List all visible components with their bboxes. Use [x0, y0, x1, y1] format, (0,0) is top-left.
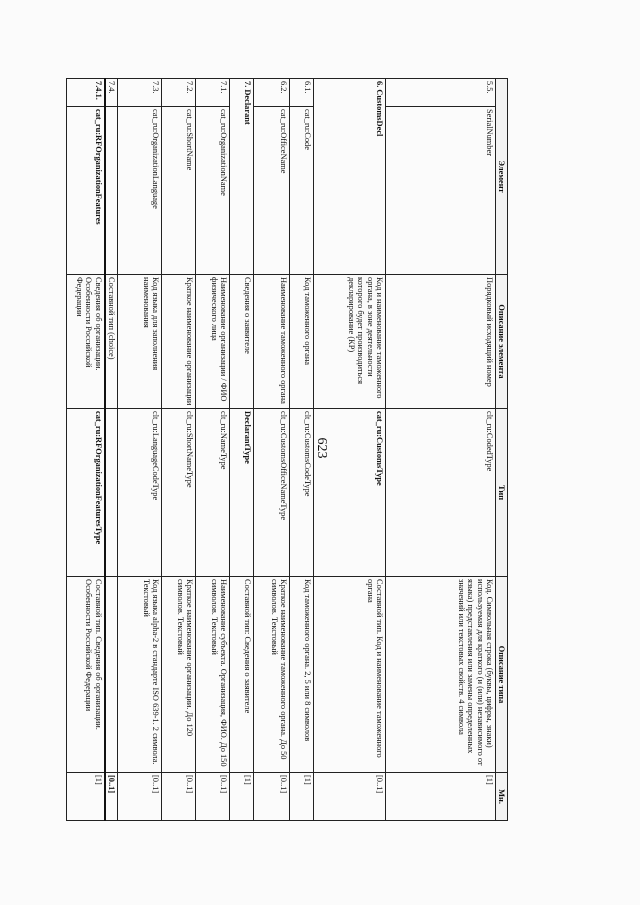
element-name: CustomsDecl: [375, 89, 384, 137]
multiplicity: [0..1]: [314, 773, 386, 821]
type-name: clt_ru:CustomsOfficeNameType: [254, 409, 290, 577]
row-number-name: [230, 79, 254, 275]
element-name: cat_ru:OrganizationName: [196, 107, 230, 275]
element-description: Наименование организации / ФИО физического лица: [196, 275, 230, 409]
multiplicity: [0..1]: [105, 773, 118, 821]
table-row: [254, 79, 290, 821]
element-name: [105, 107, 118, 275]
element-description: Составной тип (choice): [105, 275, 118, 409]
row-number: 6.2.: [254, 79, 290, 107]
multiplicity: [0..1]: [254, 773, 290, 821]
element-description: Сведения о заявителе: [230, 275, 254, 409]
element-name: cat_ru:RFOrganizationFeatures: [67, 107, 105, 275]
multiplicity: [0..1]: [196, 773, 230, 821]
type-description: [105, 577, 118, 773]
header-element-description: Описание элемента: [496, 275, 508, 409]
table-header-row: [496, 79, 508, 821]
type-description: Составной тип. Код и наименование таможенного органа: [314, 577, 386, 773]
table-row: [105, 79, 118, 821]
table-row: [196, 79, 230, 821]
type-name: clt_ru:LanguageCodeType: [118, 409, 162, 577]
element-description: Код таможенного органа: [290, 275, 314, 409]
type-name: clt_ru:CodedType: [386, 409, 496, 577]
row-number: 7.: [243, 81, 252, 88]
element-description: Код языка для заполнения наименования: [118, 275, 162, 409]
table-row: [67, 79, 105, 821]
table-row: [290, 79, 314, 821]
element-name: cat_ru:OrganizationLanguage: [118, 107, 162, 275]
element-description: Краткое наименование организации: [162, 275, 196, 409]
row-number: 5.5.: [386, 79, 496, 107]
table-row: [386, 79, 496, 821]
type-name: cat_ru:RFOrganizationFeaturesType: [67, 409, 105, 577]
element-description: Наименование таможенного органа: [254, 275, 290, 409]
element-description: Порядковый исходящий номер: [386, 275, 496, 409]
multiplicity: [0..1]: [162, 773, 196, 821]
type-description: Код таможенного органа. 2, 5 или 8 символов: [290, 577, 314, 773]
element-name: SerialNumber: [386, 107, 496, 275]
table-row: [118, 79, 162, 821]
type-description: Краткое наименование таможенного органа. До 50 символов. Текстовый: [254, 577, 290, 773]
type-name: clt_ru:NameType: [196, 409, 230, 577]
element-description: Сведения об организации. Особенности Российской Федерации: [67, 275, 105, 409]
element-description: Код и наименование таможенного органа, в зоне деятельности которого будет производиться декларирование (КР): [314, 275, 386, 409]
header-type: Тип: [496, 409, 508, 577]
rotated-table-area: [74, 78, 508, 820]
table-row: [162, 79, 196, 821]
rotated-table-container: [74, 78, 508, 820]
specification-table: [66, 78, 508, 821]
row-number: 7.2.: [162, 79, 196, 107]
page-number: 623: [314, 437, 329, 459]
multiplicity: [1]: [230, 773, 254, 821]
row-number: 7.3.: [118, 79, 162, 107]
row-number: 7.1.: [196, 79, 230, 107]
multiplicity: [0..1]: [118, 773, 162, 821]
type-name: [105, 409, 118, 577]
type-description: Наименование субъекта. Организация, ФИО. До 150 символов. Текстовый: [196, 577, 230, 773]
header-element: Элемент: [496, 79, 508, 275]
multiplicity: [1]: [386, 773, 496, 821]
row-number: 6.: [375, 81, 384, 88]
element-name: cat_ru:Code: [290, 107, 314, 275]
type-name: cat_ru:CustomsType: [314, 409, 386, 577]
header-type-description: Описание типа: [496, 577, 508, 773]
multiplicity: [1]: [67, 773, 105, 821]
header-multiplicity: Мн.: [496, 773, 508, 821]
row-number: 7.4.1.: [67, 79, 105, 107]
row-number: 7.4.: [105, 79, 118, 107]
type-description: Краткое наименование организации. До 120 символов. Текстовый: [162, 577, 196, 773]
table-row: [314, 79, 386, 821]
type-description: Составной тип. Сведения об организации. Особенности Российской Федерации: [67, 577, 105, 773]
type-name: clt_ru:ShortNameType: [162, 409, 196, 577]
row-number: 6.1.: [290, 79, 314, 107]
table-row: [230, 79, 254, 821]
element-name: Declarant: [243, 89, 252, 125]
type-name: DeclarantType: [230, 409, 254, 577]
type-description: Составной тип: Сведения о заявителе: [230, 577, 254, 773]
element-name: cat_ru:ShortName: [162, 107, 196, 275]
multiplicity: [1]: [290, 773, 314, 821]
type-description: Код языка alpha-2 в стандарте ISO 639-1. 2 символа. Текстовый: [118, 577, 162, 773]
row-number-name: [314, 79, 386, 275]
type-name: clt_ru:CustomsCodeType: [290, 409, 314, 577]
element-name: cat_ru:OfficeName: [254, 107, 290, 275]
type-description: Код. Символьная строка (буквы, цифры, знаки) используемая для краткого (и (или) независимого от языка) представления или замены определенных значений или текстовых свойств. 4 символа: [386, 577, 496, 773]
